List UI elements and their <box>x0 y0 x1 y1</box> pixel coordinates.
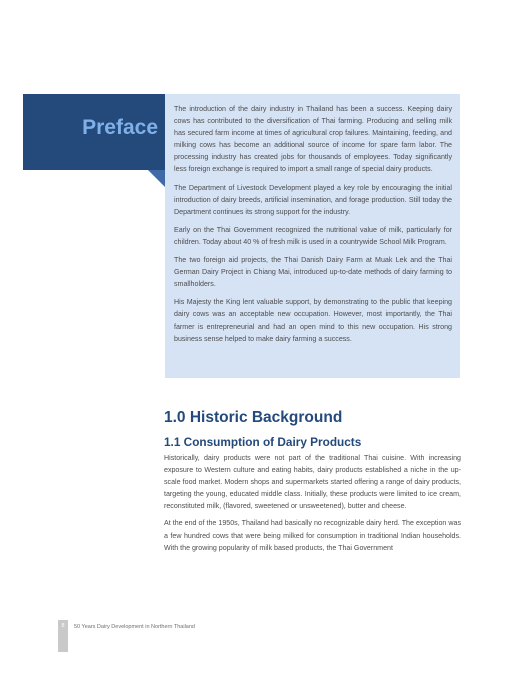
preface-paragraph: The two foreign aid projects, the Thai Danish Dairy Farm at Muak Lek and the Thai German Dairy Project in Chiang Mai, introduced up-to-date methods of dairy farming to smallholders. <box>174 256 452 289</box>
section-subheading: 1.1 Consumption of Dairy Products <box>164 435 362 449</box>
preface-paragraph: His Majesty the King lent valuable support, by demonstrating to the public that keeping dairy cows was an acceptable new occupation. However, most importantly, the Thai farmer is entrepreneurial and had an open mind to this new occupation. His strong business sense helped to make dairy farming a success. <box>174 298 452 343</box>
preface-paragraph: The Department of Livestock Development played a key role by encouraging the initial introduction of dairy breeds, artificial insemination, and forage production. Still today the Department continues its strong support for the industry. <box>174 183 452 216</box>
preface-paragraph: Early on the Thai Government recognized the nutritional value of milk, particularly for children. Today about 40 % of fresh milk is used in a countrywide School Milk Program. <box>174 225 452 246</box>
page-number: 8 <box>61 623 65 629</box>
footer-publication-title: 50 Years Dairy Development in Northern Thailand <box>74 624 195 630</box>
preface-paragraph: The introduction of the dairy industry in Thailand has been a success. Keeping dairy cows has contributed to the diversification of Thai farming. Producing and selling milk has secured farm income at times of agricultural crop failures. Maintaining, feeding, and milking cows has become an additional source of income for spare farm labor. The processing industry has created jobs for thousands of employees. Today significantly less foreign exchange is required to import a small range of special dairy products. <box>174 105 452 174</box>
section-heading: 1.0 Historic Background <box>164 409 343 426</box>
preface-banner-fold <box>148 170 165 187</box>
body-paragraph: Historically, dairy products were not part of the traditional Thai cuisine. With increasing exposure to Western culture and eating habits, dairy products established a niche in the up-scale food market. Modern shops and supermarkets started offering a range of dairy products, targeting the young, educated middle class. Initially, these products were limited to ice cream, reconstituted milk, (flavored, sweetened or unsweetened), butter and cheese. <box>164 454 461 511</box>
section-body <box>164 452 461 559</box>
preface-text <box>174 103 452 351</box>
preface-title: Preface <box>82 116 158 139</box>
body-paragraph: At the end of the 1950s, Thailand had basically no recognizable dairy herd. The exception was a few hundred cows that were being milked for consumption in traditional Indian households. With the growing popularity of milk based products, the Thai Government <box>164 519 461 552</box>
